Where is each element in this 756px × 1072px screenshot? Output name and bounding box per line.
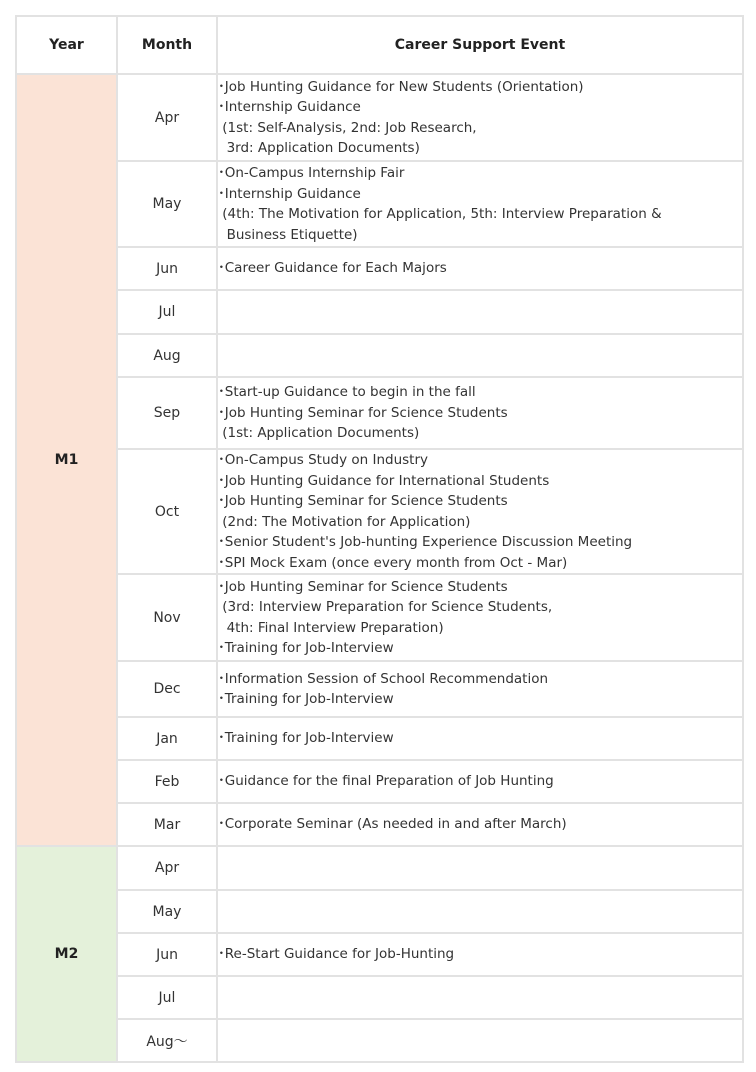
event-line: ･Corporate Seminar (As needed in and after March): [218, 816, 567, 833]
event-line: ･Job Hunting Seminar for Science Students: [218, 404, 508, 421]
event-cell: [217, 449, 743, 574]
event-cell: [217, 803, 743, 846]
table-row: [16, 247, 743, 290]
event-line: ･Information Session of School Recommendation: [218, 670, 549, 687]
event-line: Business Etiquette): [218, 226, 358, 243]
month-cell: May: [117, 161, 217, 247]
event-cell: [217, 933, 743, 976]
event-cell: [217, 574, 743, 661]
event-line: (2nd: The Motivation for Application): [218, 513, 471, 530]
event-line: (4th: The Motivation for Application, 5th: Interview Preparation &: [218, 206, 662, 222]
month-cell: Aug～: [117, 1019, 217, 1062]
table-row: [16, 661, 743, 717]
table-row: [16, 933, 743, 976]
event-line: ･Job Hunting Guidance for New Students (Orientation): [218, 78, 584, 95]
year-cell-m1: M1: [16, 74, 117, 846]
table-row: [16, 290, 743, 334]
event-line: ･On-Campus Study on Industry: [218, 452, 429, 468]
month-cell: Mar: [117, 803, 217, 846]
event-cell: [217, 661, 743, 717]
table-row: [16, 717, 743, 760]
event-cell: [217, 760, 743, 803]
table-row: [16, 449, 743, 574]
table-row: [16, 574, 743, 661]
event-line: (1st: Application Documents): [218, 425, 420, 442]
event-line: 3rd: Application Documents): [218, 140, 420, 156]
event-line: (1st: Self-Analysis, 2nd: Job Research,: [218, 119, 477, 136]
event-cell: [217, 161, 743, 247]
event-line: ･Internship Guidance: [218, 185, 361, 202]
month-cell: Jun: [117, 247, 217, 290]
event-line: ･Career Guidance for Each Majors: [218, 260, 447, 277]
event-line: ･Job Hunting Seminar for Science Students: [218, 493, 508, 509]
header-row: [16, 16, 743, 74]
month-cell: Nov: [117, 574, 217, 661]
month-column-header: Month: [117, 16, 217, 74]
event-cell: [217, 890, 743, 933]
event-line: ･Re-Start Guidance for Job-Hunting: [218, 946, 455, 963]
month-cell: Feb: [117, 760, 217, 803]
event-cell: [217, 290, 743, 334]
month-cell: Oct: [117, 449, 217, 574]
month-cell: Apr: [117, 74, 217, 161]
event-line: ･SPI Mock Exam (once every month from Oct - Mar): [218, 554, 568, 571]
event-cell: [217, 1019, 743, 1062]
event-line: (3rd: Interview Preparation for Science Students,: [218, 599, 553, 615]
event-cell: [217, 247, 743, 290]
month-cell: Jun: [117, 933, 217, 976]
table-row: [16, 334, 743, 377]
table-row: [16, 1019, 743, 1062]
event-cell: [217, 976, 743, 1019]
month-cell: Jan: [117, 717, 217, 760]
month-cell: Jul: [117, 976, 217, 1019]
event-cell: [217, 377, 743, 449]
event-line: ･Training for Job-Interview: [218, 691, 394, 707]
table-row: [16, 803, 743, 846]
career-schedule-table: [15, 15, 744, 1063]
month-cell: Dec: [117, 661, 217, 717]
event-line: ･Start-up Guidance to begin in the fall: [218, 384, 476, 401]
event-line: ･Training for Job-Interview: [218, 730, 394, 747]
event-line: ･Internship Guidance: [218, 99, 361, 115]
year-cell-m2: M2: [16, 846, 117, 1062]
event-cell: [217, 717, 743, 760]
table-row: [16, 846, 743, 890]
schedule-body: [16, 74, 743, 1062]
event-line: ･On-Campus Internship Fair: [218, 165, 405, 181]
month-cell: Apr: [117, 846, 217, 890]
table-row: [16, 976, 743, 1019]
event-cell: [217, 334, 743, 377]
month-cell: Aug: [117, 334, 217, 377]
event-line: ･Senior Student's Job-hunting Experience Discussion Meeting: [218, 534, 633, 550]
event-column-header: Career Support Event: [217, 16, 743, 74]
event-line: ･Training for Job-Interview: [218, 640, 394, 656]
table-row: [16, 890, 743, 933]
month-cell: Sep: [117, 377, 217, 449]
event-line: ･Job Hunting Guidance for International Students: [218, 472, 550, 489]
table-row: [16, 377, 743, 449]
table-row: [16, 760, 743, 803]
table-row: [16, 74, 743, 161]
year-column-header: Year: [16, 16, 117, 74]
event-line: ･Job Hunting Seminar for Science Students: [218, 578, 508, 595]
event-cell: [217, 846, 743, 890]
month-cell: May: [117, 890, 217, 933]
event-line: ･Guidance for the final Preparation of Job Hunting: [218, 773, 554, 790]
event-cell: [217, 74, 743, 161]
table-row: [16, 161, 743, 247]
month-cell: Jul: [117, 290, 217, 334]
event-line: 4th: Final Interview Preparation): [218, 619, 444, 636]
